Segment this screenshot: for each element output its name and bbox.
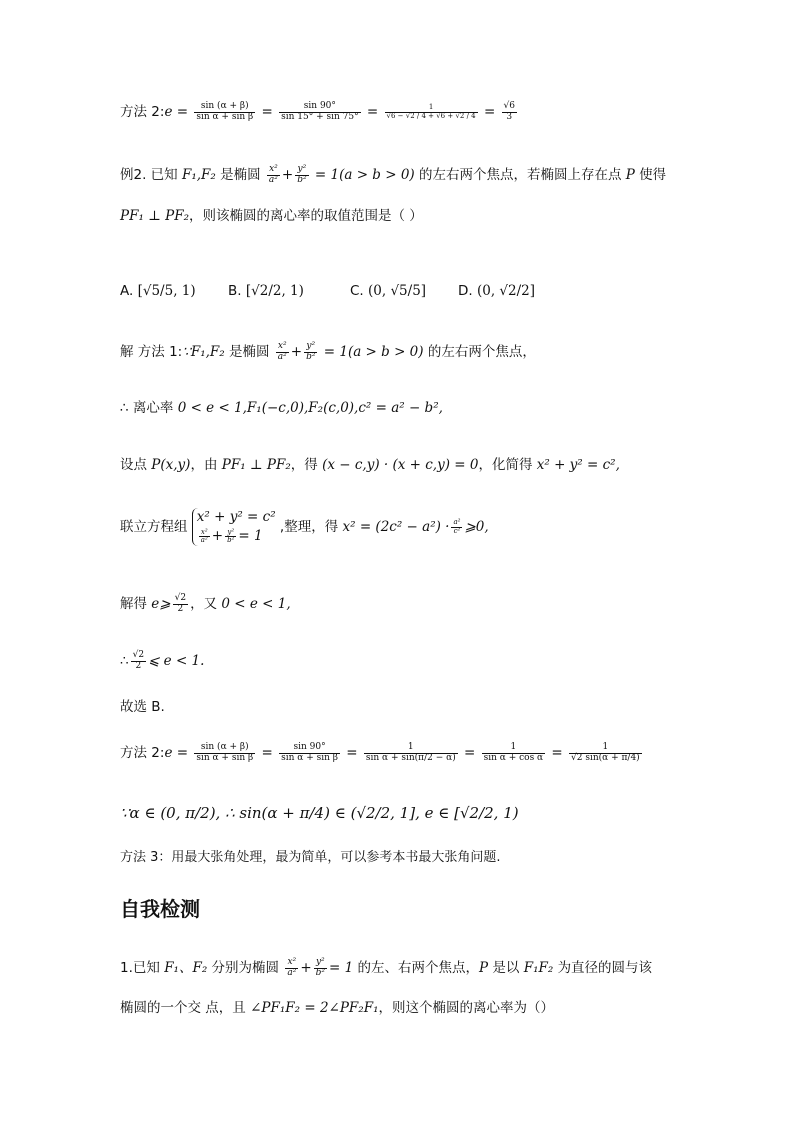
fraction: $\frac{\sin (\alpha + \beta)}{\text{sin α + sin β}}$ [196, 101, 254, 122]
fraction: $\frac{\sin 90^\circ}{\sin 15^\circ + \sin 75^\circ}$ [281, 101, 359, 122]
fraction: $\frac{\text{a²}}{\text{c²}}$ [453, 518, 461, 535]
solution-line6: ∴ $\frac{√2}{2}$ ⩽ e < 1. [120, 650, 205, 671]
fraction: $\frac{\text{x²}}{\text{a²}}$ [287, 957, 297, 978]
fraction: $\frac{1}{√6 - √2 / 4 + √6 + √2 / 4}$ [386, 103, 476, 120]
fraction: $\frac{\text{y²}}{\text{b²}}$ [306, 341, 316, 362]
fraction: $\frac{\text{y²}}{\text{b²}}$ [315, 957, 326, 978]
option-c-value: (0, √5/5] [368, 283, 427, 299]
fraction: $\frac{\text{x²}}{\text{a²}}$ [277, 341, 287, 362]
fraction: $\frac{\text{x²}}{\text{a²}}$ [268, 164, 278, 185]
option-d[interactable]: D. (0, √2/2] [458, 283, 536, 299]
fraction: $\frac{\sin 90^\circ}{\text{sin α + sin β}}$ [281, 742, 338, 763]
fraction: $\frac{\text{y²}}{\text{b²}}$ [297, 164, 307, 185]
example2-line2: PF₁ ⊥ PF₂，则该椭圆的离心率的取值范围是（ ） [120, 208, 423, 224]
fraction: $\frac{1}{√2 \sin(\alpha + \pi/4)}$ [571, 742, 640, 763]
fraction: $\frac{√6}{3}$ [503, 101, 516, 122]
option-b-value: [√2/2, 1) [245, 283, 304, 299]
solution-line2: ∴ 离心率 0 < e < 1,F₁(−c,0),F₂(c,0),c² = a² − b², [120, 400, 443, 416]
option-a-value: [√5/5, 1) [137, 283, 196, 299]
solution-line5: 解得 e⩾ $\frac{√2}{2}$ ，又 0 < e < 1, [120, 593, 291, 614]
example2-line1: 例2. 已知 F₁,F₂ 是椭圆 $\frac{\text{x²}}{\text{a²}}$ + $\frac{\text{y²}}{\text{b²}}$ = 1(a > b > 0) 的左右两个焦点，若椭圆上存在点 P 使得 [120, 164, 667, 185]
method2-bottom-line: 方法 2:e = $\frac{\sin (\alpha + \beta)}{\text{sin α + sin β}}$ = $\frac{\sin 90^\circ}{\text{sin α + sin β}}$ = $\frac{1}{\text{sin α + sin(π/2 − α)}}$ = $\frac{1}{\text{sin α + cos α}}$ = $\frac{1}{√2 \sin(\alpha + \pi/4)}$ [120, 742, 640, 763]
option-a[interactable]: A. [√5/5, 1) [120, 283, 196, 299]
method2-range-line: ∵α ∈ (0, π/2), ∴ sin(α + π/4) ∈ (√2/2, 1], e ∈ [√2/2, 1) [120, 804, 519, 822]
method3-line: 方法 3：用最大张角处理，最为简单，可以参考本书最大张角问题. [120, 850, 501, 865]
solution-line3: 设点 P(x,y)，由 PF₁ ⊥ PF₂，得 (x − c,y) · (x + c,y) = 0，化简得 x² + y² = c², [120, 457, 620, 473]
fraction: $\frac{√2}{2}$ [132, 650, 145, 671]
solution-line4: 联立方程组 x² + y² = c² $\frac{\text{x²}}{\text{a²}}$ + $\frac{\text{y²}}{\text{b²}}$ = 1 ,整理，得 x² = (2c² − a²) · $\frac{\text{a²}}{\text{c²}}$ ⩾0, [120, 509, 489, 544]
equation-system: x² + y² = c² $\frac{\text{x²}}{\text{a²}}$ + $\frac{\text{y²}}{\text{b²}}$ = 1 [192, 508, 276, 546]
option-d-value: (0, √2/2] [476, 283, 536, 299]
solution-line1: 解 方法 1:∵F₁,F₂ 是椭圆 $\frac{\text{x²}}{\text{a²}}$ + $\frac{\text{y²}}{\text{b²}}$ = 1(a > b > 0) 的左右两个焦点， [120, 341, 536, 362]
solution-line7: 故选 B. [120, 699, 165, 715]
q1-line1: 1.已知 F₁、F₂ 分别为椭圆 $\frac{\text{x²}}{\text{a²}}$ + $\frac{\text{y²}}{\text{b²}}$ = 1 的左、右两个焦点，P 是以 F₁F₂ 为直径的圆与该 [120, 957, 653, 978]
section-heading: 自我检测 [120, 897, 200, 921]
fraction: $\frac{√2}{2}$ [174, 593, 187, 614]
q1-line2: 椭圆的一个交 点，且 ∠PF₁F₂ = 2∠PF₂F₁，则这个椭圆的离心率为（） [120, 1000, 554, 1016]
option-b[interactable]: B. [√2/2, 1) [228, 283, 304, 299]
method2-top-line: 方法 2:e = $\frac{\sin (\alpha + \beta)}{\text{sin α + sin β}}$ = $\frac{\sin 90^\circ}{\sin 15^\circ + \sin 75^\circ}$ = $\frac{1}{√6 - √2 / 4 + √6 + √2 / 4}$ = $\frac{√6}{3}$ [120, 101, 516, 122]
option-c[interactable]: C. (0, √5/5] [350, 283, 427, 299]
fraction: $\frac{\sin (\alpha + \beta)}{\text{sin α + sin β}}$ [196, 742, 254, 763]
fraction: $\frac{1}{\text{sin α + sin(π/2 − α)}}$ [365, 742, 456, 763]
fraction: $\frac{1}{\text{sin α + cos α}}$ [483, 742, 544, 763]
method2-label: 方法 2: [120, 104, 165, 120]
